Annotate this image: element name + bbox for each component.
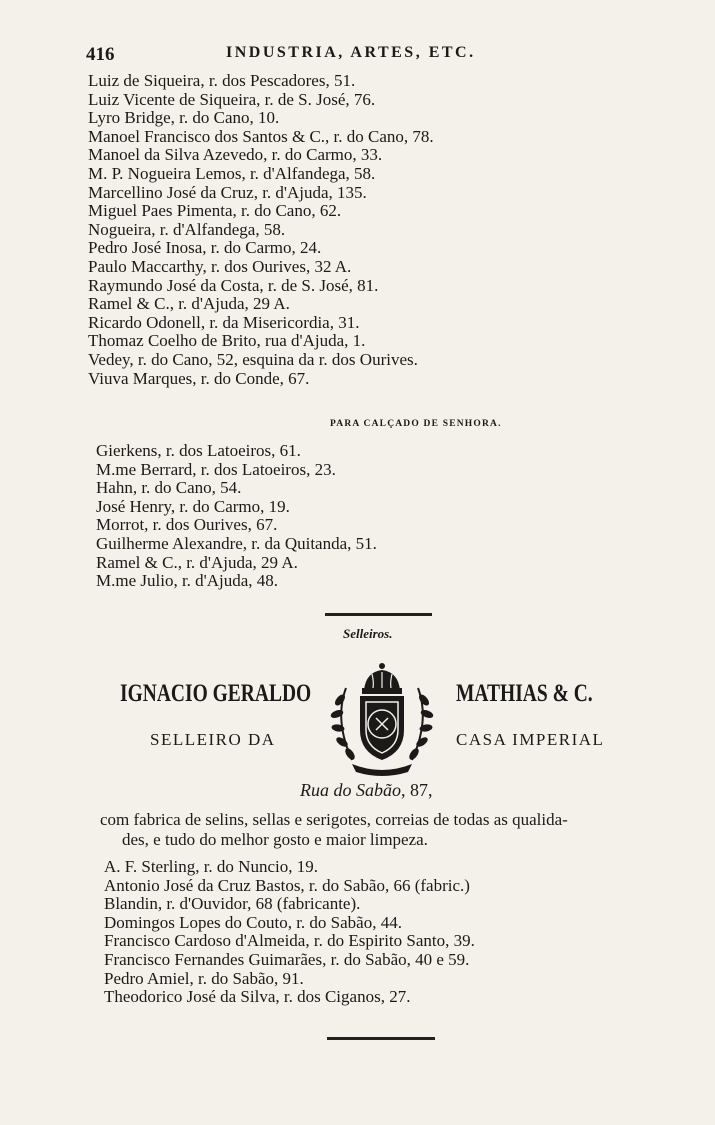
street-name: Rua do Sabão	[300, 780, 401, 800]
advert-description-line: com fabrica de selins, sellas e serigotes, correias de todas as qualida-	[100, 810, 568, 829]
advert-subtitle-left: SELLEIRO DA	[150, 730, 276, 749]
directory-list-shoemakers	[88, 72, 434, 388]
section-divider	[327, 1037, 435, 1040]
page-number: 416	[86, 44, 115, 65]
directory-entry: Manoel Francisco dos Santos & C., r. do Cano, 78.	[88, 126, 434, 146]
directory-entry: Blandin, r. d'Ouvidor, 68 (fabricante).	[104, 894, 361, 914]
directory-entry: Domingos Lopes do Couto, r. do Sabão, 44.	[104, 912, 402, 932]
directory-entry: Gierkens, r. dos Latoeiros, 61.	[96, 441, 301, 460]
running-head: INDUSTRIA, ARTES, ETC.	[226, 44, 476, 61]
directory-entry: Morrot, r. dos Ourives, 67.	[96, 515, 278, 535]
advert-address	[300, 780, 433, 801]
directory-entry: Ramel & C., r. d'Ajuda, 29 A.	[96, 552, 298, 572]
directory-entry: Lyro Bridge, r. do Cano, 10.	[88, 108, 280, 128]
directory-list-ladies-footwear	[96, 442, 377, 591]
advert-name-left: IGNACIO GERALDO	[120, 680, 312, 707]
section-title: Selleiros.	[343, 626, 393, 641]
directory-entry: Guilherme Alexandre, r. da Quitanda, 51.	[96, 533, 377, 553]
directory-entry: Vedey, r. do Cano, 52, esquina da r. dos Ourives.	[88, 349, 418, 369]
directory-entry: M.me Julio, r. d'Ajuda, 48.	[96, 571, 279, 591]
directory-entry: M.me Berrard, r. dos Latoeiros, 23.	[96, 459, 336, 479]
page-header	[86, 44, 526, 68]
directory-entry: Francisco Cardoso d'Almeida, r. do Espirito Santo, 39.	[104, 931, 475, 951]
advert-description	[100, 810, 568, 850]
advert-description-line: des, e tudo do melhor gosto e maior limpeza.	[122, 830, 428, 849]
directory-entry: Paulo Maccarthy, r. dos Ourives, 32 A.	[88, 256, 352, 276]
subsection-heading: PARA CALÇADO DE SENHORA.	[330, 419, 502, 429]
directory-entry: José Henry, r. do Carmo, 19.	[96, 496, 290, 516]
directory-entry: Nogueira, r. d'Alfandega, 58.	[88, 219, 286, 239]
directory-entry: Pedro Amiel, r. do Sabão, 91.	[104, 968, 304, 988]
directory-entry: Ramel & C., r. d'Ajuda, 29 A.	[88, 294, 290, 314]
directory-entry: Theodorico José da Silva, r. dos Ciganos, 27.	[104, 987, 411, 1007]
directory-entry: Francisco Fernandes Guimarães, r. do Sabão, 40 e 59.	[104, 949, 470, 969]
directory-entry: Hahn, r. do Cano, 54.	[96, 478, 242, 498]
directory-entry: Manoel da Silva Azevedo, r. do Carmo, 33.	[88, 145, 383, 165]
directory-entry: Miguel Paes Pimenta, r. do Cano, 62.	[88, 201, 342, 221]
advert-subtitle-right: CASA IMPERIAL	[456, 730, 605, 749]
directory-list-saddlers	[104, 858, 475, 1007]
directory-entry: Luiz de Siqueira, r. dos Pescadores, 51.	[88, 71, 356, 90]
street-number: , 87,	[401, 780, 433, 800]
directory-entry: Viuva Marques, r. do Conde, 67.	[88, 368, 310, 388]
directory-entry: Marcellino José da Cruz, r. d'Ajuda, 135.	[88, 182, 367, 202]
section-divider	[325, 613, 432, 616]
directory-entry: Antonio José da Cruz Bastos, r. do Sabão, 66 (fabric.)	[104, 875, 470, 895]
directory-entry: Luiz Vicente de Siqueira, r. de S. José, 76.	[88, 89, 376, 109]
directory-entry: Ricardo Odonell, r. da Misericordia, 31.	[88, 312, 360, 332]
directory-entry: Thomaz Coelho de Brito, rua d'Ajuda, 1.	[88, 331, 366, 351]
advert-name-right: MATHIAS & C.	[456, 680, 593, 707]
directory-entry: A. F. Sterling, r. do Nuncio, 19.	[104, 857, 318, 876]
imperial-coat-of-arms-icon	[326, 660, 438, 780]
directory-entry: Pedro José Inosa, r. do Carmo, 24.	[88, 238, 322, 258]
directory-entry: M. P. Nogueira Lemos, r. d'Alfandega, 58.	[88, 163, 376, 183]
directory-entry: Raymundo José da Costa, r. de S. José, 81.	[88, 275, 379, 295]
